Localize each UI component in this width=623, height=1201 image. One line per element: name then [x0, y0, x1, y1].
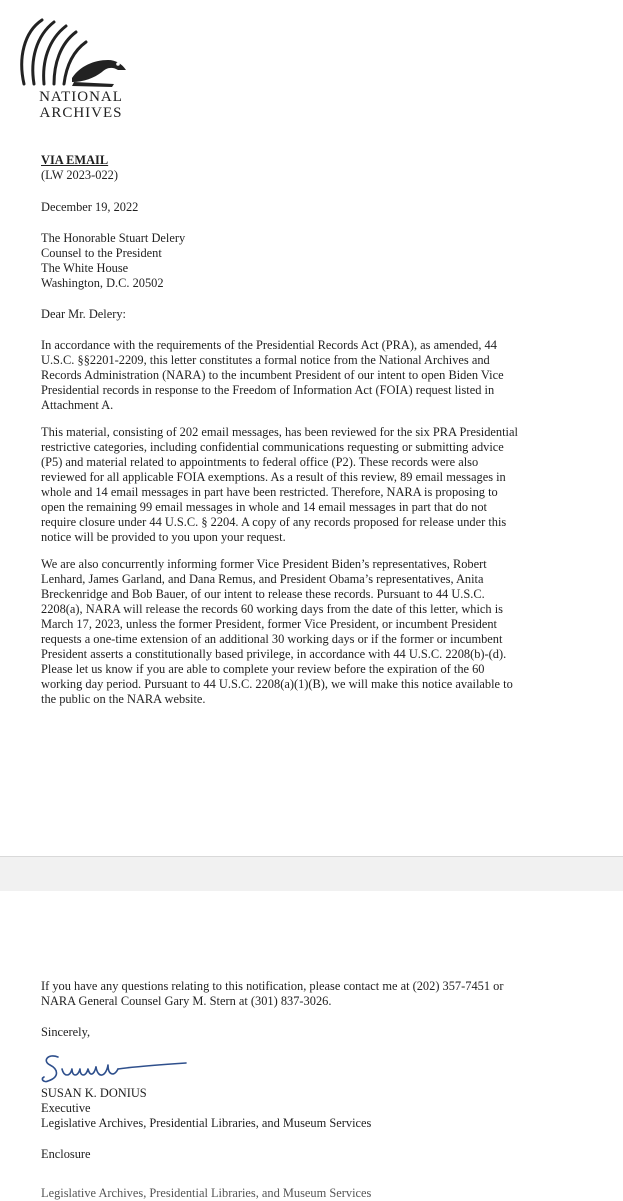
- bleed-through-text: Legislative Archives, Presidential Libraries, and Museum Services: [41, 1186, 372, 1200]
- letter-date: December 19, 2022: [41, 200, 139, 214]
- recipient-address: Washington, D.C. 20502: [41, 276, 164, 290]
- paragraph-2-line: reviewed for all applicable FOIA exemptions. As a result of this review, 89 email messages in: [41, 470, 506, 484]
- letterhead-line-1: NATIONAL: [39, 89, 123, 105]
- handwritten-signature-icon: [36, 1049, 196, 1089]
- paragraph-2-line: notice will be provided to you upon your request.: [41, 530, 286, 544]
- via-email-label: VIA EMAIL: [41, 153, 109, 167]
- signer-title: Executive: [41, 1101, 91, 1115]
- national-archives-logo: [14, 6, 130, 126]
- paragraph-3-line: 2208(a), NARA will release the records 60 working days from the date of this letter, which is: [41, 602, 503, 616]
- paragraph-1-line: Records Administration (NARA) to the incumbent President of our intent to open Biden Vice: [41, 368, 504, 382]
- enclosure-label: Enclosure: [41, 1147, 91, 1161]
- recipient-org: The White House: [41, 261, 129, 275]
- paragraph-3-line: President asserts a constitutionally based privilege, in accordance with 44 U.S.C. 2208(b)-(d).: [41, 647, 507, 661]
- paragraph-3-line: the public on the NARA website.: [41, 692, 206, 706]
- paragraph-3-line: working day period. Pursuant to 44 U.S.C. 2208(a)(1)(B), we will make this notice available to: [41, 677, 513, 691]
- paragraph-3-line: Lenhard, James Garland, and Dana Remus, and President Obama’s representatives, Anita: [41, 572, 484, 586]
- paragraph-1-line: Attachment A.: [41, 398, 114, 412]
- paragraph-2-line: whole and 14 email messages in part have been restricted. Therefore, NARA is proposing to: [41, 485, 498, 499]
- eagle-logo-icon: [14, 6, 130, 90]
- paragraph-1-line: Presidential records in response to the Freedom of Information Act (FOIA) request listed in: [41, 383, 495, 397]
- signer-name: SUSAN K. DONIUS: [41, 1086, 147, 1100]
- paragraph-2-line: (P5) and material related to appointments to federal office (P2). These records were also: [41, 455, 479, 469]
- recipient-name: The Honorable Stuart Delery: [41, 231, 186, 245]
- contact-line: NARA General Counsel Gary M. Stern at (301) 837-3026.: [41, 994, 332, 1008]
- reference-number: (LW 2023-022): [41, 168, 118, 182]
- page-break: [0, 856, 623, 892]
- letter-page-2: [0, 891, 623, 1200]
- salutation: Dear Mr. Delery:: [41, 307, 126, 321]
- paragraph-2-line: restrictive categories, including confidential communications requesting or submitting advice: [41, 440, 504, 454]
- signer-organization: Legislative Archives, Presidential Libraries, and Museum Services: [41, 1116, 372, 1130]
- paragraph-3-line: requests a one-time extension of an additional 30 working days or if the former or incumbent: [41, 632, 503, 646]
- paragraph-3-line: We are also concurrently informing former Vice President Biden’s representatives, Robert: [41, 557, 487, 571]
- paragraph-1-line: In accordance with the requirements of the Presidential Records Act (PRA), as amended, 44: [41, 338, 497, 352]
- letterhead-line-2: ARCHIVES: [39, 105, 123, 121]
- paragraph-3-line: March 17, 2023, unless the former President, former Vice President, or incumbent President: [41, 617, 497, 631]
- paragraph-2-line: require closure under 44 U.S.C. § 2204. A copy of any records proposed for release under this: [41, 515, 507, 529]
- recipient-title: Counsel to the President: [41, 246, 162, 260]
- paragraph-1-line: U.S.C. §§2201-2209, this letter constitutes a formal notice from the National Archives and: [41, 353, 490, 367]
- contact-line: If you have any questions relating to this notification, please contact me at (202) 357-7451 or: [41, 979, 504, 993]
- paragraph-2-line: This material, consisting of 202 email messages, has been reviewed for the six PRA Presidential: [41, 425, 518, 439]
- paragraph-2-line: open the remaining 99 email messages in whole and 14 email messages in part that do not: [41, 500, 487, 514]
- paragraph-3-line: Breckenridge and Bob Bauer, of our intent to release these records. Pursuant to 44 U.S.C.: [41, 587, 485, 601]
- paragraph-3-line: Please let us know if you are able to complete your review before the expiration of the 60: [41, 662, 485, 676]
- closing: Sincerely,: [41, 1025, 91, 1039]
